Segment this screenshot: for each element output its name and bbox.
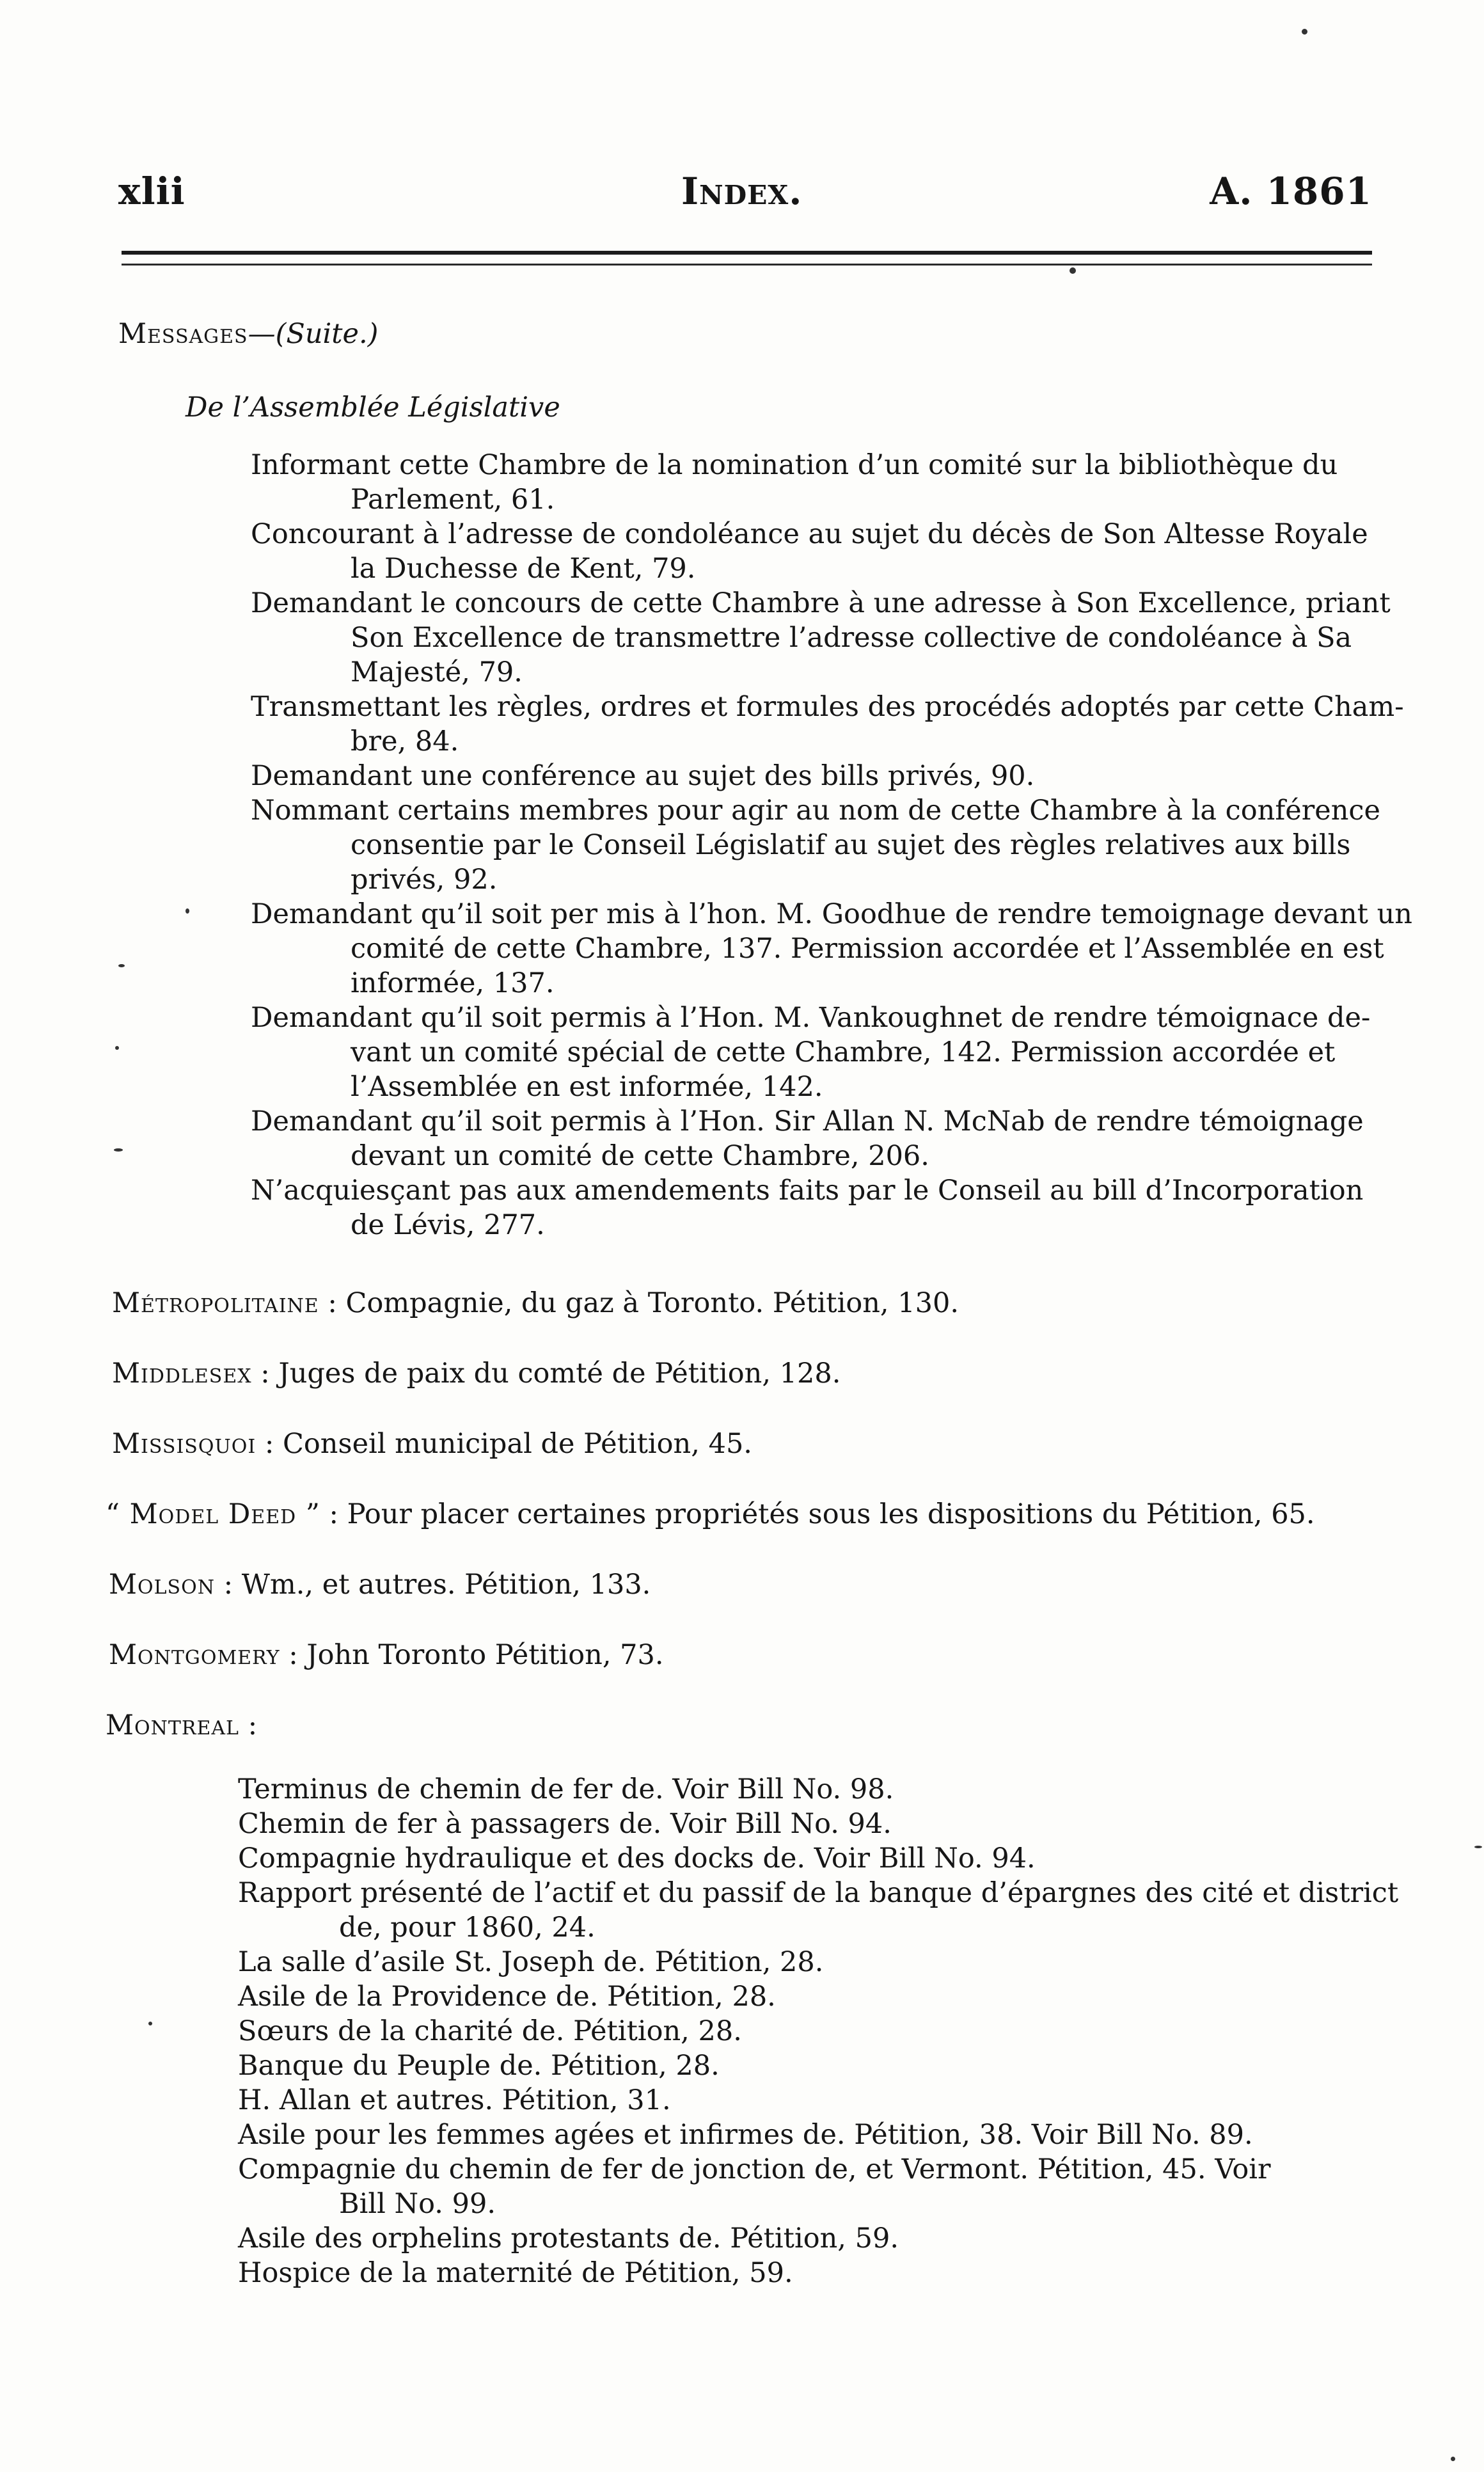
entry-line: devant un comité de cette Chambre, 206.: [351, 1140, 929, 1172]
montreal-heading-text: Montreal: [106, 1709, 239, 1741]
list-item: Terminus de chemin de fer de. Voir Bill No. 98.: [238, 1773, 894, 1805]
list-item: H. Allan et autres. Pétition, 31.: [238, 2084, 671, 2116]
entry-line: de Lévis, 277.: [351, 1209, 545, 1241]
list-item: Asile de la Providence de. Pétition, 28.: [238, 1981, 776, 2013]
entry-line: la Duchesse de Kent, 79.: [351, 553, 696, 585]
scan-speck: [148, 2022, 152, 2025]
volume-year: A. 1861: [1210, 170, 1372, 213]
entry-line: Transmettant les règles, ordres et formules des procédés adoptés par cette Cham-: [251, 691, 1404, 723]
list-item: Asile pour les femmes agées et infirmes de. Pétition, 38. Voir Bill No. 89.: [238, 2119, 1253, 2151]
entry-line: l’Assemblée en est informée, 142.: [351, 1071, 823, 1103]
header-rule-thin: [122, 264, 1372, 265]
entry-line: N’acquiesçant pas aux amendements faits par le Conseil au bill d’Incorporation: [251, 1175, 1364, 1207]
entry-line: Demandant qu’il soit per mis à l’hon. M. Goodhue de rendre temoignage devant un: [251, 898, 1412, 930]
entry-line: Demandant une conférence au sujet des bills privés, 90.: [251, 760, 1035, 792]
entry-line: Nommant certains membres pour agir au nom de cette Chambre à la conférence: [251, 795, 1380, 827]
scan-speck: [1474, 1846, 1482, 1848]
entry-line: privés, 92.: [351, 864, 498, 896]
scan-speck: [1070, 267, 1076, 274]
list-item: Chemin de fer à passagers de. Voir Bill No. 94.: [238, 1808, 892, 1840]
scan-speck: [186, 908, 189, 914]
entry-line: vant un comité spécial de cette Chambre, 142. Permission accordée et: [351, 1036, 1336, 1068]
section-heading-montreal: [106, 1708, 257, 1743]
running-head: [118, 163, 1372, 221]
list-item: Banque du Peuple de. Pétition, 28.: [238, 2050, 720, 2082]
header-rule-thick: [122, 251, 1372, 255]
list-item: Compagnie hydraulique et des docks de. Voir Bill No. 94.: [238, 1842, 1036, 1874]
list-item: de, pour 1860, 24.: [339, 1912, 596, 1944]
entry-line: Demandant qu’il soit permis à l’Hon. Sir Allan N. McNab de rendre témoignage: [251, 1105, 1364, 1137]
subheading-assemblee: De l’Assemblée Législative: [186, 392, 560, 424]
list-item: Compagnie du chemin de fer de jonction de, et Vermont. Pétition, 45. Voir: [238, 2153, 1271, 2185]
entry-line: Informant cette Chambre de la nomination d’un comité sur la bibliothèque du: [251, 449, 1338, 481]
index-entry-model-deed: [106, 1497, 1315, 1532]
entry-line: Son Excellence de transmettre l’adresse collective de condoléance à Sa: [351, 622, 1352, 654]
list-item: Bill No. 99.: [339, 2188, 496, 2220]
entry-head: Molson: [109, 1569, 215, 1601]
list-item: Rapport présenté de l’actif et du passif de la banque d’épargnes des cité et district: [238, 1877, 1399, 1909]
entry-text: : John Toronto Pétition, 73.: [288, 1639, 664, 1671]
montreal-heading-suffix: :: [239, 1709, 258, 1741]
entry-head: Missisquoi: [112, 1428, 257, 1460]
messages-heading-text: Messages: [118, 318, 248, 350]
page-number: xlii: [118, 170, 186, 213]
entry-text: : Juges de paix du comté de Pétition, 128.: [260, 1358, 841, 1390]
entry-line: Demandant le concours de cette Chambre à une adresse à Son Excellence, priant: [251, 587, 1391, 619]
page-title: Index.: [681, 170, 803, 213]
index-entry-middlesex: [112, 1356, 841, 1391]
entry-line: bre, 84.: [351, 725, 459, 757]
entry-text: : Wm., et autres. Pétition, 133.: [223, 1569, 651, 1601]
entry-line: informée, 137.: [351, 967, 555, 999]
list-item: La salle d’asile St. Joseph de. Pétition, 28.: [238, 1946, 824, 1978]
entry-head: Middlesex: [112, 1358, 252, 1390]
entry-line: Demandant qu’il soit permis à l’Hon. M. Vankoughnet de rendre témoignace de-: [251, 1002, 1371, 1034]
entry-head: Métropolitaine: [112, 1287, 319, 1319]
entry-line: Parlement, 61.: [351, 484, 555, 516]
entry-text: : Conseil municipal de Pétition, 45.: [264, 1428, 752, 1460]
index-entry-missisquoi: [112, 1427, 752, 1461]
entry-line: consentie par le Conseil Législatif au sujet des règles relatives aux bills: [351, 829, 1351, 861]
list-item: Sœurs de la charité de. Pétition, 28.: [238, 2015, 742, 2047]
entry-head: “ Model Deed ”: [106, 1498, 320, 1530]
scan-speck: [1451, 2457, 1455, 2461]
entry-text: : Pour placer certaines propriétés sous les dispositions du Pétition, 65.: [329, 1498, 1315, 1530]
entry-text: : Compagnie, du gaz à Toronto. Pétition, 130.: [328, 1287, 959, 1319]
index-entry-montgomery: [109, 1638, 664, 1672]
scan-speck: [115, 1046, 119, 1050]
entry-line: Concourant à l’adresse de condoléance au sujet du décès de Son Altesse Royale: [251, 518, 1368, 550]
list-item: Hospice de la maternité de Pétition, 59.: [238, 2257, 793, 2289]
entry-head: Montgomery: [109, 1639, 280, 1671]
scan-speck: [1302, 29, 1307, 35]
index-entry-molson: [109, 1567, 651, 1602]
messages-heading-suffix: —(Suite.): [248, 318, 379, 350]
entry-line: comité de cette Chambre, 137. Permission accordée et l’Assemblée en est: [351, 933, 1384, 965]
index-entry-metropolitaine: [112, 1286, 959, 1320]
list-item: Asile des orphelins protestants de. Pétition, 59.: [238, 2222, 899, 2254]
entry-line: Majesté, 79.: [351, 656, 523, 688]
scan-speck: [114, 1148, 123, 1152]
section-heading-messages: [118, 317, 378, 351]
scan-speck: [118, 964, 125, 967]
